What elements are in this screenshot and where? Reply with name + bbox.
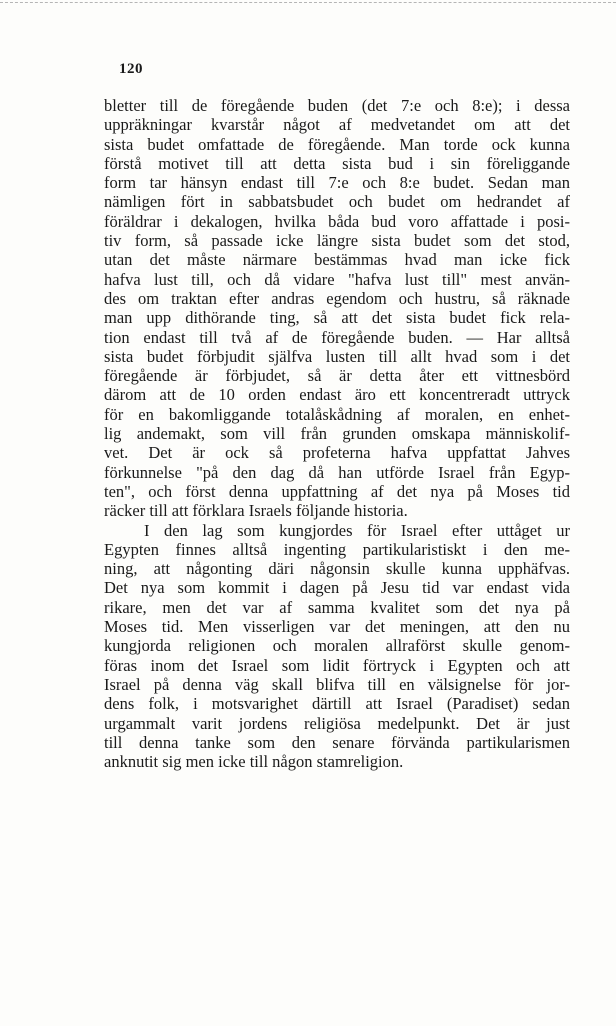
text-line: lig andemakt, som vill från grunden omskapa människolif- xyxy=(104,424,570,444)
text-line: man upp dithörande ting, så att det sista budet fick rela- xyxy=(104,308,570,328)
text-line: anknutit sig men icke till någon stamreligion. xyxy=(104,752,404,772)
text-line: sista budet förbjudit själfva lusten till allt hvad som i det xyxy=(104,346,570,366)
text-line: tiv form, så passade icke längre sista budet som det stod, xyxy=(104,231,570,251)
text-line: förkunnelse "på den dag då han utförde Israel från Egyp- xyxy=(104,462,570,482)
text-line: utan det måste närmare bestämmas hvad man icke fick xyxy=(104,250,570,270)
text-line: form tar hänsyn endast till 7:e och 8:e budet. Sedan man xyxy=(104,173,570,193)
text-line: ning, att någonting däri någonsin skulle kunna upphäfvas. xyxy=(104,559,570,579)
text-line: vet. Det är ock så profeterna hafva uppfattat Jahves xyxy=(104,443,570,463)
text-line: föregående är förbjudet, så är detta åter ett vittnesbörd xyxy=(104,366,570,386)
text-line: sista budet omfattade de föregående. Man torde ock kunna xyxy=(104,134,570,154)
text-line: Det nya som kommit i dagen på Jesu tid var endast vida xyxy=(104,578,570,598)
text-line: uppräkningar kvarstår något af medvetandet om att det xyxy=(104,115,570,135)
text-line: Egypten finnes alltså ingenting partikularistiskt i den me- xyxy=(104,539,570,559)
top-edge-rule xyxy=(0,2,616,3)
text-line: kungjorda religionen och moralen allraförst skulle genom- xyxy=(104,636,570,656)
text-line: Moses tid. Men visserligen var det meningen, att den nu xyxy=(104,617,570,637)
text-line: nämligen fört in sabbatsbudet och budet om hedrandet af xyxy=(104,192,570,212)
text-line: hafva lust till, och då vidare "hafva lust till" mest använ- xyxy=(104,269,570,289)
paragraph xyxy=(104,96,570,521)
text-line: för en bakomliggande totalåskådning af moralen, en enhet- xyxy=(104,404,570,424)
text-line: Israel på denna väg skall blifva till en välsignelse för jor- xyxy=(104,674,570,694)
text-line: därom att de 10 orden endast äro ett koncentreradt uttryck xyxy=(104,385,570,405)
text-line: förstå motivet till att detta sista bud i sin föreliggande xyxy=(104,153,570,173)
text-line: urgammalt varit jordens religiösa medelpunkt. Det är just xyxy=(104,713,570,733)
text-line: föräldrar i dekalogen, hvilka båda bud voro affattade i posi- xyxy=(104,211,570,231)
text-line: föras inom det Israel som lidit förtryck i Egypten och att xyxy=(104,655,570,675)
text-line: ten", och först denna uppfattning af det nya på Moses tid xyxy=(104,481,570,501)
page-number: 120 xyxy=(119,61,143,77)
text-line: rikare, men det var af samma kvalitet som det nya på xyxy=(104,597,570,617)
text-line: I den lag som kungjordes för Israel efter uttåget ur xyxy=(144,520,570,540)
text-line: dens folk, i motsvarighet därtill att Israel (Paradiset) sedan xyxy=(104,694,570,714)
paragraph xyxy=(104,521,570,772)
body-text xyxy=(104,96,570,771)
text-line: des om traktan efter andras egendom och hustru, så räknade xyxy=(104,288,570,308)
text-line: räcker till att förklara Israels följande historia. xyxy=(104,501,408,521)
text-line: tion endast till två af de föregående buden. — Har alltså xyxy=(104,327,570,347)
text-line: bletter till de föregående buden (det 7:e och 8:e); i dessa xyxy=(104,96,570,115)
text-line: till denna tanke som den senare förvända partikularismen xyxy=(104,732,570,752)
